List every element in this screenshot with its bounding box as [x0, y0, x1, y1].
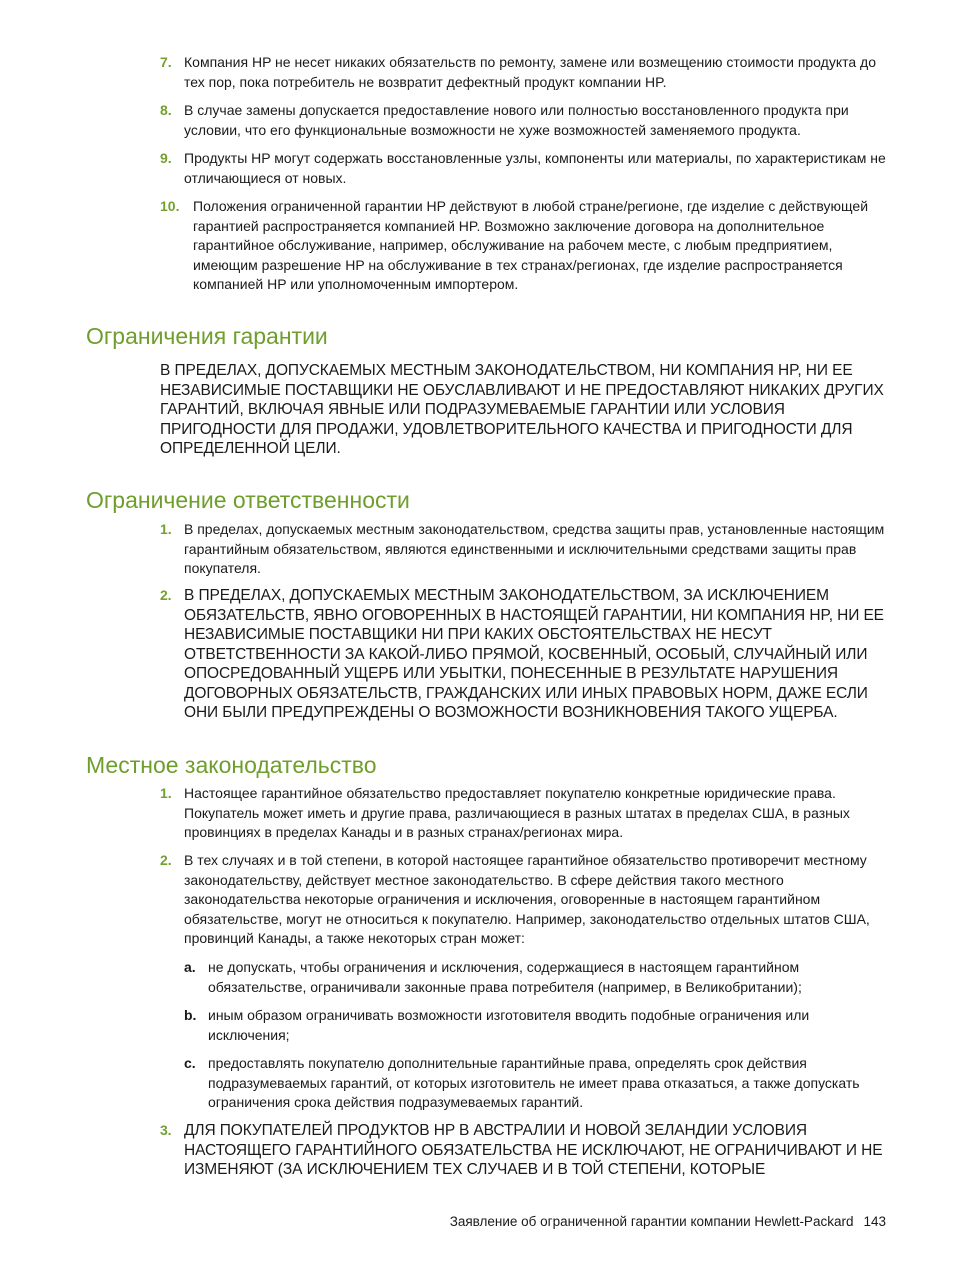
list-number: 10.	[160, 198, 180, 214]
list-number: 2.	[160, 852, 172, 868]
list-text: В пределах, допускаемых местным законодательством, средства защиты прав, установленные настоящим гарантийным обязательством, являются единственными и исключительными средствами защиты прав покупателя.	[184, 521, 885, 576]
list-text: предоставлять покупателю дополнительные гарантийные права, определять срок действия подразумеваемых гарантий, от которых изготовитель не имеет права отказаться, а также допускать ограничения срока действия подразумеваемых гарантий.	[208, 1055, 860, 1110]
section-title-local-law: Местное законодательство	[86, 752, 377, 778]
list-number: 1.	[160, 521, 172, 537]
list-number: 9.	[160, 150, 172, 166]
local-law-item-1	[160, 784, 890, 843]
list-text: иным образом ограничивать возможности изготовителя вводить подобные ограничения или исключения;	[208, 1007, 810, 1043]
list-letter: c.	[184, 1055, 196, 1071]
local-law-subitem-c	[184, 1054, 890, 1113]
list-number: 1.	[160, 785, 172, 801]
local-law-item-3	[160, 1121, 890, 1180]
page-footer	[450, 1213, 886, 1231]
list-text: не допускать, чтобы ограничения и исключения, содержащиеся в настоящем гарантийном обязательстве, ограничивали законные права потребителя (например, в Великобритании);	[208, 959, 802, 995]
list-number: 3.	[160, 1122, 172, 1138]
list-item-10	[160, 197, 890, 295]
local-law-subitem-b	[184, 1006, 890, 1045]
list-item-7	[160, 53, 890, 92]
list-text: Положения ограниченной гарантии HP действуют в любой стране/регионе, где изделие с действующей гарантией распространяется компанией HP. Возможно заключение договора на дополнительное гарантийное обслуживание, например, обслуживание на рабочем месте, с любым предприятием, имеющим разрешение HP на обслуживание в тех странах/регионах, где изделие распространяется компанией HP или уполномоченным импортером.	[193, 198, 869, 292]
list-item-8	[160, 101, 890, 140]
list-text: В ПРЕДЕЛАХ, ДОПУСКАЕМЫХ МЕСТНЫМ ЗАКОНОДАТЕЛЬСТВОМ, ЗА ИСКЛЮЧЕНИЕМ ОБЯЗАТЕЛЬСТВ, ЯВНО ОГОВОРЕННЫХ В НАСТОЯЩЕЙ ГАРАНТИИ, НИ КОМПАНИЯ HP, НИ ЕЕ НЕЗАВИСИМЫЕ ПОСТАВЩИКИ НИ ПРИ КАКИХ ОБСТОЯТЕЛЬСТВАХ НЕ НЕСУТ ОТВЕТСТВЕННОСТИ ЗА КАКОЙ-ЛИБО ПРЯМОЙ, КОСВЕННЫЙ, ОСОБЫЙ, СЛУЧАЙНЫЙ ИЛИ ОПОСРЕДОВАННЫЙ УЩЕРБ ИЛИ УБЫТКИ, ПОНЕСЕННЫЕ В РЕЗУЛЬТАТЕ НАРУШЕНИЯ ДОГОВОРНЫХ ОБЯЗАТЕЛЬСТВ, ГРАЖДАНСКИХ ИЛИ ИНЫХ ПРАВОВЫХ НОРМ, ДАЖЕ ЕСЛИ ОНИ БЫЛИ ПРЕДУПРЕЖДЕНЫ О ВОЗМОЖНОСТИ ВОЗНИКНОВЕНИЯ ТАКОГО УЩЕРБА.	[184, 587, 884, 721]
list-text: В случае замены допускается предоставление нового или полностью восстановленного продукта при условии, что его функциональные возможности не хуже возможностей заменяемого продукта.	[184, 102, 849, 138]
footer-text: Заявление об ограниченной гарантии компании Hewlett-Packard	[449, 1214, 854, 1229]
list-letter: b.	[184, 1007, 197, 1023]
list-number: 2.	[160, 587, 172, 603]
list-text: Продукты HP могут содержать восстановленные узлы, компоненты или материалы, по характеристикам не отличающиеся от новых.	[184, 150, 886, 186]
liability-item-2	[160, 586, 890, 723]
limitations-paragraph: В ПРЕДЕЛАХ, ДОПУСКАЕМЫХ МЕСТНЫМ ЗАКОНОДАТЕЛЬСТВОМ, НИ КОМПАНИЯ HP, НИ ЕЕ НЕЗАВИСИМЫЕ ПОСТАВЩИКИ НЕ ОБУСЛАВЛИВАЮТ И НЕ ПРЕДОСТАВЛЯЮТ НИКАКИХ ДРУГИХ ГАРАНТИЙ, ВКЛЮЧАЯ ЯВНЫЕ ИЛИ ПОДРАЗУМЕВАЕМЫЕ ГАРАНТИИ ИЛИ УСЛОВИЯ ПРИГОДНОСТИ ДЛЯ ПРОДАЖИ, УДОВЛЕТВОРИТЕЛЬНОГО КАЧЕСТВА И ПРИГОДНОСТИ ДЛЯ ОПРЕДЕЛЕННОЙ ЦЕЛИ.	[160, 362, 884, 457]
page-number: 143	[863, 1214, 886, 1229]
list-text: В тех случаях и в той степени, в которой настоящее гарантийное обязательство противоречит местному законодательству, действует местное законодательство. В сфере действия такого местного законодательства некоторые ограничения и исключения, оговоренные в настоящем гарантийном обязательстве, могут не относиться к покупателю. Например, законодательство отдельных штатов США, провинций Канады, а также некоторых стран может:	[184, 852, 870, 946]
local-law-subitem-a	[184, 958, 890, 997]
section-title-liability: Ограничение ответственности	[86, 487, 410, 513]
liability-item-1	[160, 520, 890, 579]
section-title-limitations: Ограничения гарантии	[86, 323, 328, 349]
list-letter: a.	[184, 959, 196, 975]
local-law-item-2	[160, 851, 890, 949]
list-text: Настоящее гарантийное обязательство предоставляет покупателю конкретные юридические права. Покупатель может иметь и другие права, различающиеся в разных штатах в пределах США, в разных провинциях в пределах Канады и в разных странах/регионах мира.	[184, 785, 850, 840]
list-text: Компания HP не несет никаких обязательств по ремонту, замене или возмещению стоимости продукта до тех пор, пока потребитель не возвратит дефектный продукт компании HP.	[184, 54, 876, 90]
list-number: 7.	[160, 54, 172, 70]
list-item-9	[160, 149, 890, 188]
list-number: 8.	[160, 102, 172, 118]
list-text: ДЛЯ ПОКУПАТЕЛЕЙ ПРОДУКТОВ HP В АВСТРАЛИИ И НОВОЙ ЗЕЛАНДИИ УСЛОВИЯ НАСТОЯЩЕГО ГАРАНТИЙНОГО ОБЯЗАТЕЛЬСТВА НЕ ИСКЛЮЧАЮТ, НЕ ОГРАНИЧИВАЮТ И НЕ ИЗМЕНЯЮТ (ЗА ИСКЛЮЧЕНИЕМ ТЕХ СЛУЧАЕВ И В ТОЙ СТЕПЕНИ, КОТОРЫЕ	[184, 1122, 883, 1178]
